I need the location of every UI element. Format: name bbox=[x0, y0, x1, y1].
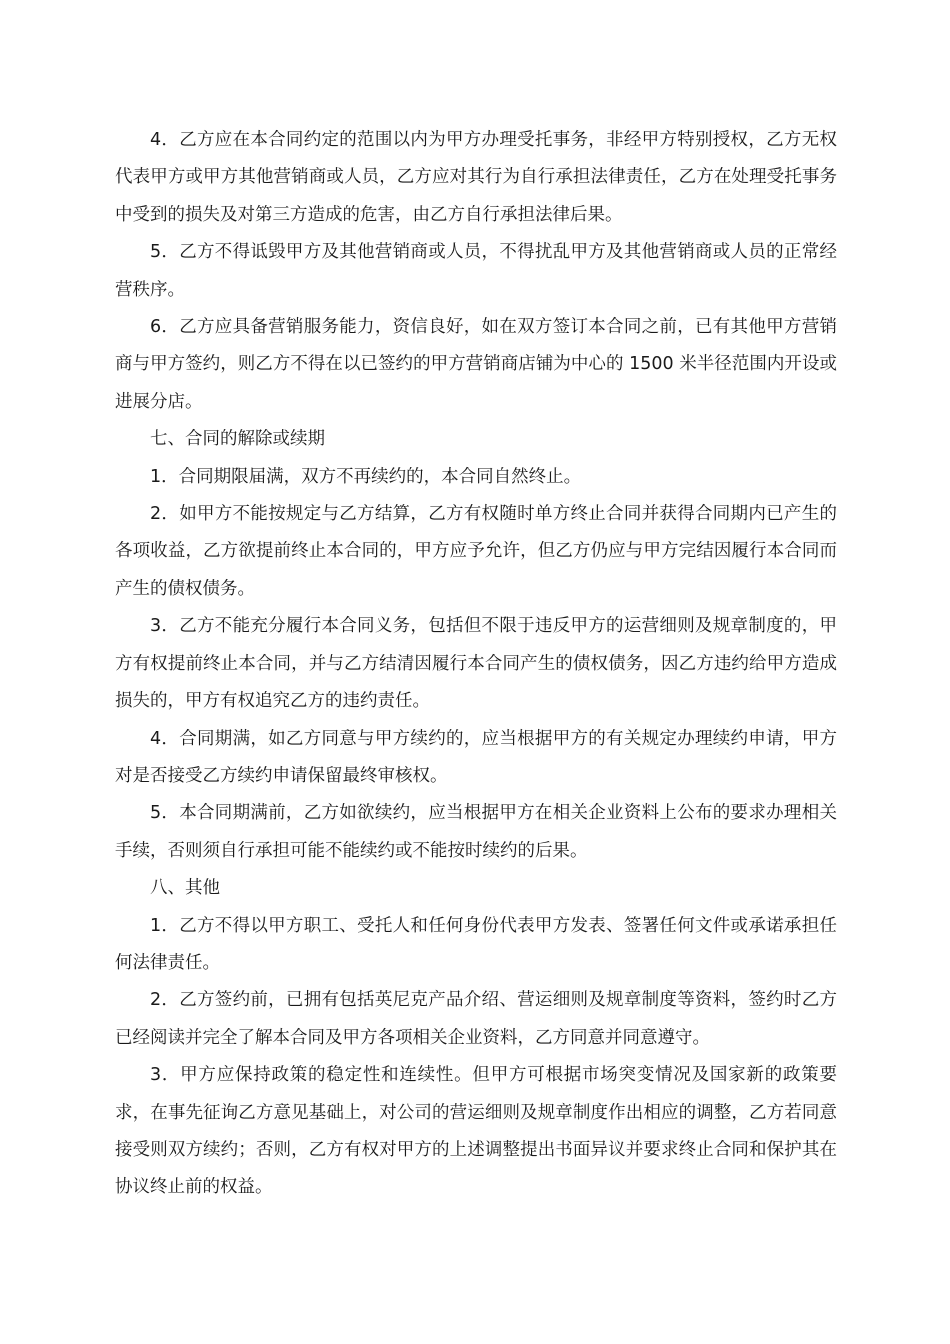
clause-7-1: 1．合同期限届满，双方不再续约的，本合同自然终止。 bbox=[150, 466, 582, 487]
clause-8-2: 2．乙方签约前，已拥有包括英尼克产品介绍、营运细则及规章制度等资料，签约时乙方已经阅读并完全了解本合同及甲方各项相关企业资料，乙方同意并同意遵守。 bbox=[115, 990, 837, 1048]
clause-6-5: 5．乙方不得诋毁甲方及其他营销商或人员，不得扰乱甲方及其他营销商或人员的正常经营秩序。 bbox=[115, 242, 837, 300]
clause-7-3: 3．乙方不能充分履行本合同义务，包括但不限于违反甲方的运营细则及规章制度的，甲方有权提前终止本合同，并与乙方结清因履行本合同产生的债权债务，因乙方违约给甲方造成损失的，甲方有权追究乙方的违约责任。 bbox=[115, 616, 837, 712]
clause-7-5: 5．本合同期满前，乙方如欲续约，应当根据甲方在相关企业资料上公布的要求办理相关手续，否则须自行承担可能不能续约或不能按时续约的后果。 bbox=[115, 803, 837, 861]
section-heading-8: 八、其他 bbox=[150, 878, 220, 899]
clause-7-2: 2．如甲方不能按规定与乙方结算，乙方有权随时单方终止合同并获得合同期内已产生的各项收益，乙方欲提前终止本合同的，甲方应予允许，但乙方仍应与甲方完结因履行本合同而产生的债权债务。 bbox=[115, 504, 837, 599]
clause-8-3: 3．甲方应保持政策的稳定性和连续性。但甲方可根据市场突变情况及国家新的政策要求，在事先征询乙方意见基础上，对公司的营运细则及规章制度作出相应的调整，乙方若同意接受则双方续约；否则，乙方有权对甲方的上述调整提出书面异议并要求终止合同和保护其在协议终止前的权益。 bbox=[115, 1065, 837, 1198]
clause-6-4: 4．乙方应在本合同约定的范围以内为甲方办理受托事务，非经甲方特别授权，乙方无权代表甲方或甲方其他营销商或人员，乙方应对其行为自行承担法律责任，乙方在处理受托事务中受到的损失及对第三方造成的危害，由乙方自行承担法律后果。 bbox=[115, 130, 837, 225]
section-heading-7: 七、合同的解除或续期 bbox=[150, 429, 325, 450]
document-body bbox=[115, 122, 837, 1207]
clause-8-1: 1．乙方不得以甲方职工、受托人和任何身份代表甲方发表、签署任何文件或承诺承担任何法律责任。 bbox=[115, 915, 837, 973]
clause-6-6: 6．乙方应具备营销服务能力，资信良好，如在双方签订本合同之前，已有其他甲方营销商与甲方签约，则乙方不得在以已签约的甲方营销商店铺为中心的 1500 米半径范围内开设或进展分店。 bbox=[115, 317, 837, 412]
clause-7-4: 4．合同期满，如乙方同意与甲方续约的，应当根据甲方的有关规定办理续约申请，甲方对是否接受乙方续约申请保留最终审核权。 bbox=[115, 728, 837, 786]
